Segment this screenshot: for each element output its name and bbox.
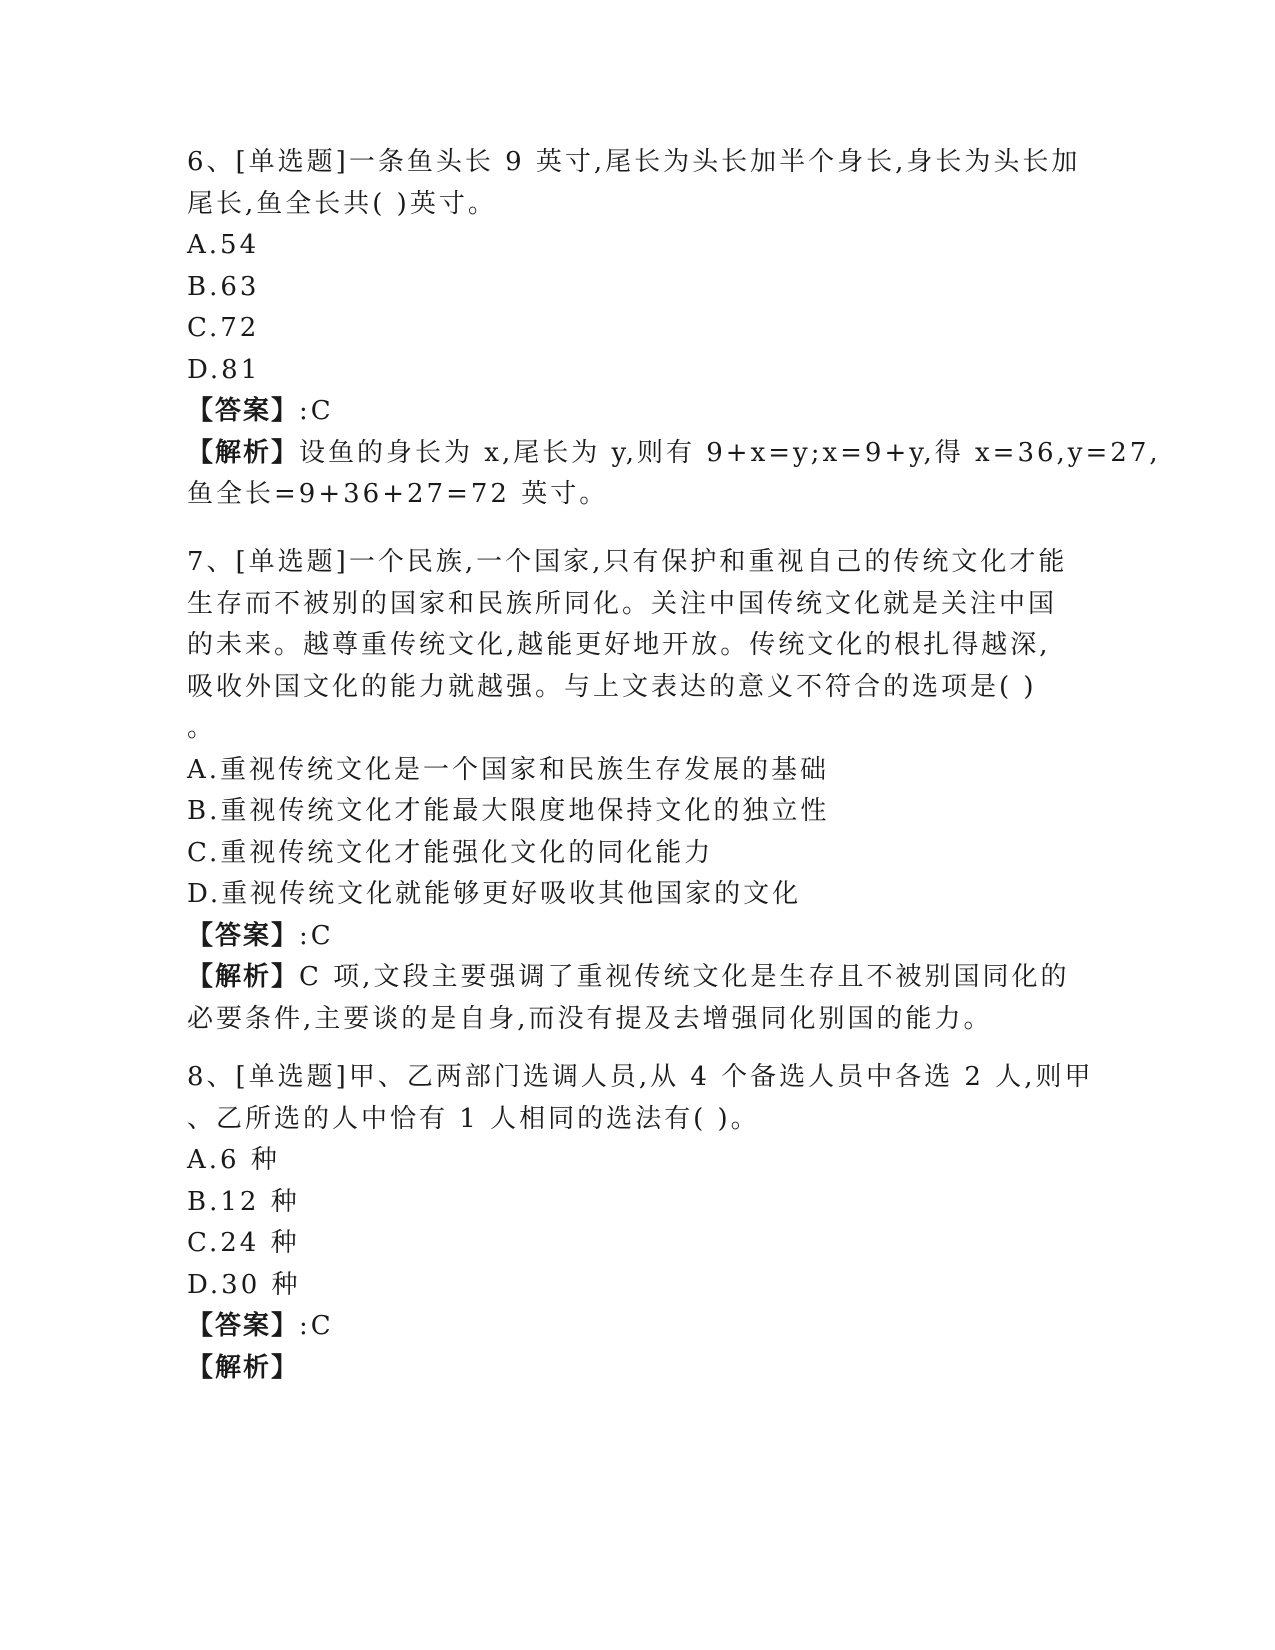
answer-line: [187, 1306, 1087, 1348]
question-stem-line: 吸收外国文化的能力就越强。与上文表达的意义不符合的选项是( ): [187, 671, 1037, 702]
question-8: [187, 1057, 1094, 1389]
answer-line: [187, 916, 1087, 958]
answer-line: [187, 391, 1087, 433]
option-c: C.72: [187, 313, 260, 343]
option-c: C.重视传统文化才能强化文化的同化能力: [187, 837, 714, 868]
analysis-label: 【解析】: [187, 437, 300, 468]
option-a: A.重视传统文化是一个国家和民族生存发展的基础: [187, 754, 830, 785]
option-d: D.重视传统文化就能够更好吸收其他国家的文化: [187, 879, 802, 909]
analysis-text: C 项,文段主要强调了重视传统文化是生存且不被别国同化的: [299, 962, 1070, 992]
question-stem-line: 尾长,鱼全长共( )英寸。: [187, 188, 497, 219]
option-a: A.6 种: [187, 1145, 280, 1175]
answer-value: :C: [299, 396, 334, 426]
question-stem-line: 的未来。越尊重传统文化,越能更好地开放。传统文化的根扎得越深,: [187, 630, 1051, 660]
question-6: [187, 142, 1161, 516]
question-stem-line: 、乙所选的人中恰有 1 人相同的选法有( )。: [187, 1103, 760, 1134]
analysis-line: [187, 1348, 1087, 1390]
answer-label: 【答案】: [187, 920, 300, 951]
option-d: D.81: [187, 354, 261, 385]
option-b: B.12 种: [187, 1186, 300, 1217]
analysis-line: [187, 957, 1087, 999]
answer-value: :C: [299, 1311, 334, 1341]
analysis-label: 【解析】: [187, 1352, 300, 1383]
option-c: C.24 种: [187, 1228, 300, 1258]
question-stem-line: 7、[单选题]一个民族,一个国家,只有保护和重视自己的传统文化才能: [187, 547, 1068, 577]
analysis-line: [187, 433, 1161, 475]
answer-value: :C: [299, 920, 334, 951]
option-b: B.63: [187, 271, 260, 302]
question-7: [187, 542, 1087, 1040]
analysis-text-line: 鱼全长=9+36+27=72 英寸。: [187, 479, 609, 509]
question-stem-line: 生存而不被别的国家和民族所同化。关注中国传统文化就是关注中国: [187, 588, 1058, 619]
analysis-text-line: 必要条件,主要谈的是自身,而没有提及去增强同化别国的能力。: [187, 1003, 993, 1034]
question-stem-line: 8、[单选题]甲、乙两部门选调人员,从 4 个备选人员中各选 2 人,则甲: [187, 1062, 1094, 1092]
question-stem-line: 6、[单选题]一条鱼头长 9 英寸,尾长为头长加半个身长,身长为头长加: [187, 147, 1081, 177]
answer-label: 【答案】: [187, 1311, 300, 1341]
answer-label: 【答案】: [187, 396, 300, 426]
option-d: D.30 种: [187, 1269, 301, 1300]
option-a: A.54: [187, 230, 260, 260]
option-b: B.重视传统文化才能最大限度地保持文化的独立性: [187, 796, 830, 826]
analysis-text: 设鱼的身长为 x,尾长为 y,则有 9+x=y;x=9+y,得 x=36,y=27,: [299, 437, 1161, 468]
analysis-label: 【解析】: [187, 962, 300, 992]
question-stem-line: 。: [187, 713, 217, 743]
